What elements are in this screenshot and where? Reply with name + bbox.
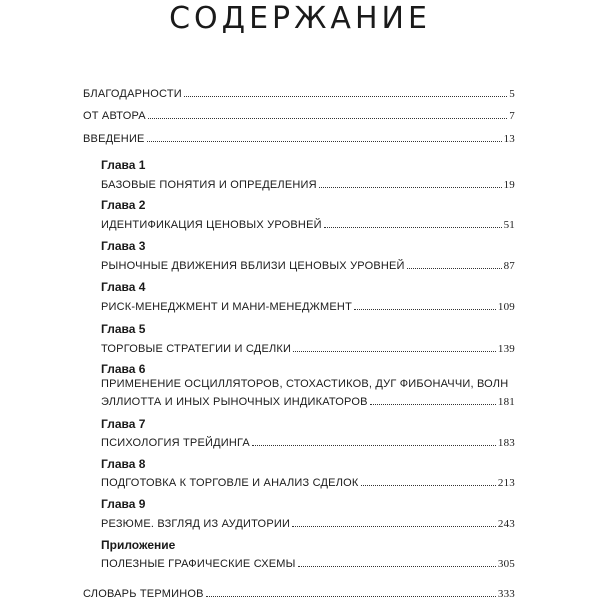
dot-leader <box>292 526 496 527</box>
toc-entry-chapter-8[interactable] <box>101 473 515 489</box>
dot-leader <box>407 268 502 269</box>
dot-leader <box>206 596 496 597</box>
toc-entry-appendix[interactable] <box>101 554 515 570</box>
dot-leader <box>370 404 496 405</box>
toc-entry-label: ИДЕНТИФИКАЦИЯ ЦЕНОВЫХ УРОВНЕЙ <box>101 219 322 231</box>
dot-leader <box>319 187 502 188</box>
dot-leader <box>148 118 508 119</box>
toc-entry-chapter-2[interactable] <box>101 215 515 231</box>
toc-entry-chapter-9[interactable] <box>101 514 515 530</box>
toc-entry-page: 213 <box>497 477 515 489</box>
toc-entry-introduction[interactable] <box>83 129 515 145</box>
toc-entry-label: ОТ АВТОРА <box>83 110 146 122</box>
dot-leader <box>324 227 502 228</box>
toc-entry-label: ПОЛЕЗНЫЕ ГРАФИЧЕСКИЕ СХЕМЫ <box>101 558 296 570</box>
toc-entry-chapter-4[interactable] <box>101 297 515 313</box>
toc-entry-label: БЛАГОДАРНОСТИ <box>83 88 182 100</box>
toc-entry-label: РЫНОЧНЫЕ ДВИЖЕНИЯ ВБЛИЗИ ЦЕНОВЫХ УРОВНЕЙ <box>101 260 405 272</box>
toc-entry-label: ВВЕДЕНИЕ <box>83 133 145 145</box>
chapter-heading: Глава 4 <box>101 280 146 294</box>
toc-entry-page: 13 <box>503 133 515 145</box>
toc-entry-page: 305 <box>497 558 515 570</box>
dot-leader <box>354 309 496 310</box>
dot-leader <box>293 351 496 352</box>
toc-entry-label: ЭЛЛИОТТА И ИНЫХ РЫНОЧНЫХ ИНДИКАТОРОВ <box>101 396 368 408</box>
chapter-heading: Глава 6 <box>101 362 146 376</box>
appendix-heading: Приложение <box>101 538 176 552</box>
toc-entry-chapter-5[interactable] <box>101 339 515 355</box>
toc-entry-page: 243 <box>497 518 515 530</box>
dot-leader <box>298 566 496 567</box>
toc-entry-chapter-7[interactable] <box>101 433 515 449</box>
toc-entry-page: 333 <box>497 588 515 600</box>
toc-entry-label: РИСК-МЕНЕДЖМЕНТ И МАНИ-МЕНЕДЖМЕНТ <box>101 301 352 313</box>
toc-entry-page: 87 <box>503 260 515 272</box>
toc-entry-chapter-6[interactable] <box>101 392 515 408</box>
toc-entry-label-line1: ПРИМЕНЕНИЕ ОСЦИЛЛЯТОРОВ, СТОХАСТИКОВ, ДУГ ФИБОНАЧЧИ, ВОЛН <box>101 378 509 390</box>
toc-entry-chapter-3[interactable] <box>101 256 515 272</box>
toc-entry-label: ПОДГОТОВКА К ТОРГОВЛЕ И АНАЛИЗ СДЕЛОК <box>101 477 359 489</box>
toc-entry-chapter-1[interactable] <box>101 175 515 191</box>
chapter-heading: Глава 2 <box>101 198 146 212</box>
toc-entry-page: 109 <box>497 301 515 313</box>
dot-leader <box>252 445 496 446</box>
toc-entry-page: 5 <box>509 88 515 100</box>
toc-entry-glossary[interactable] <box>83 584 515 600</box>
toc-entry-acknowledgements[interactable] <box>83 84 515 100</box>
chapter-heading: Глава 9 <box>101 497 146 511</box>
toc-entry-page: 139 <box>497 343 515 355</box>
toc-entry-label: ПСИХОЛОГИЯ ТРЕЙДИНГА <box>101 437 250 449</box>
dot-leader <box>147 141 502 142</box>
dot-leader <box>184 96 507 97</box>
toc-entry-page: 19 <box>503 179 515 191</box>
toc-entry-page: 181 <box>497 396 515 408</box>
toc-entry-label: ТОРГОВЫЕ СТРАТЕГИИ И СДЕЛКИ <box>101 343 292 355</box>
chapter-heading: Глава 8 <box>101 457 146 471</box>
toc-entry-page: 7 <box>509 110 515 122</box>
chapter-heading: Глава 5 <box>101 322 146 336</box>
page-title: СОДЕРЖАНИЕ <box>169 1 431 36</box>
chapter-heading: Глава 3 <box>101 239 146 253</box>
toc-entry-page: 51 <box>503 219 515 231</box>
toc-entry-label: РЕЗЮМЕ. ВЗГЛЯД ИЗ АУДИТОРИИ <box>101 518 291 530</box>
toc-entry-from-author[interactable] <box>83 106 515 122</box>
toc-entry-label: СЛОВАРЬ ТЕРМИНОВ <box>83 588 204 600</box>
dot-leader <box>361 485 496 486</box>
toc-entry-page: 183 <box>497 437 515 449</box>
chapter-heading: Глава 1 <box>101 158 146 172</box>
toc-entry-label: БАЗОВЫЕ ПОНЯТИЯ И ОПРЕДЕЛЕНИЯ <box>101 179 317 191</box>
chapter-heading: Глава 7 <box>101 417 146 431</box>
